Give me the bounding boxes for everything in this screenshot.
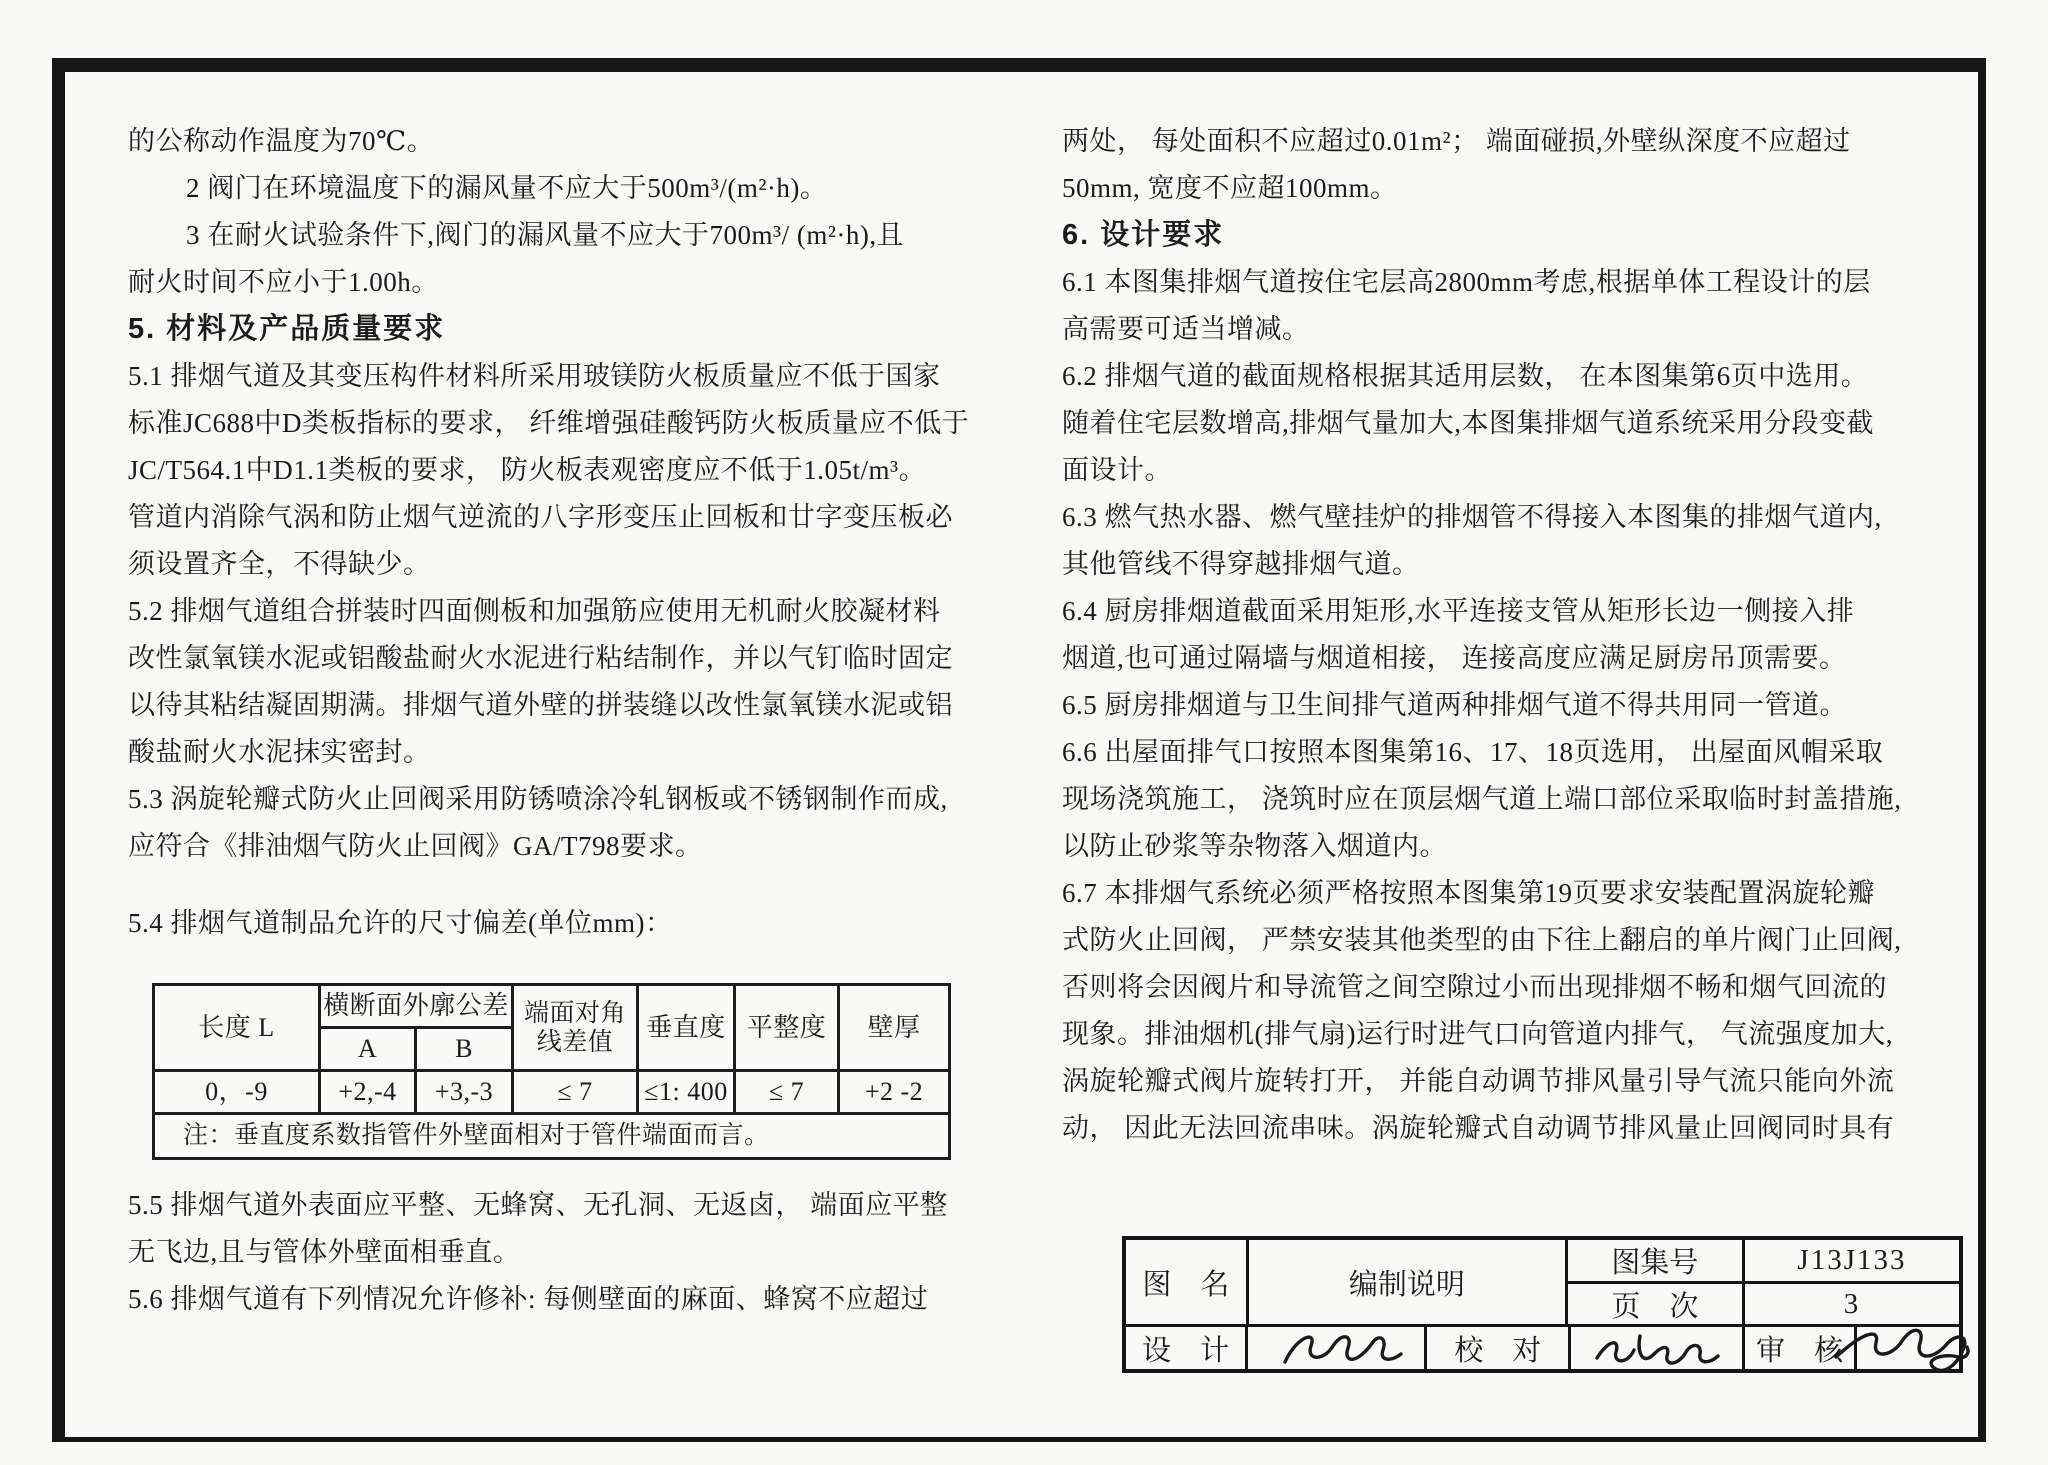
title-block-row-2 xyxy=(1126,1327,1959,1369)
text-line: 5.2 排烟气道组合拼装时四面侧板和加强筋应使用无机耐火胶凝材料 xyxy=(128,596,941,626)
left-column-text xyxy=(128,118,968,870)
value-b: +3,-3 xyxy=(416,1071,513,1114)
text-line: 无飞边,且与管体外壁面相垂直。 xyxy=(128,1237,521,1267)
design-label: 设 计 xyxy=(1126,1327,1248,1369)
value-length: 0，-9 xyxy=(154,1071,320,1114)
figure-name-label: 图 名 xyxy=(1126,1240,1249,1324)
table-caption: 5.4 排烟气道制品允许的尺寸偏差(单位mm)： xyxy=(128,908,673,938)
text-line: 6.3 燃气热水器、燃气壁挂炉的排烟管不得接入本图集的排烟气道内, xyxy=(1062,502,1882,532)
text-line: 现场浇筑施工， 浇筑时应在顶层烟气道上端口部位采取临时封盖措施, xyxy=(1062,784,1902,814)
proof-signature-cell xyxy=(1571,1327,1745,1369)
proof-label: 校 对 xyxy=(1427,1327,1571,1369)
text-line: 6.1 本图集排烟气道按住宅层高2800mm考虑,根据单体工程设计的层 xyxy=(1062,267,1871,297)
right-column xyxy=(1062,118,1902,1152)
review-signature-cell xyxy=(1857,1327,1959,1369)
atlas-no-label: 图集号 xyxy=(1568,1240,1745,1281)
text-line: 2 阀门在环境温度下的漏风量不应大于500m³/(m²·h)。 xyxy=(186,173,828,203)
text-line: 改性氯氧镁水泥或铝酸盐耐火水泥进行粘结制作，并以气钉临时固定 xyxy=(128,643,953,673)
header-wall-thickness: 壁厚 xyxy=(839,985,950,1071)
text-line: 耐火时间不应小于1.00h。 xyxy=(128,267,439,297)
text-line: 高需要可适当增减。 xyxy=(1062,314,1310,344)
atlas-no-row xyxy=(1568,1240,1959,1284)
text-line: 5.3 涡旋轮瓣式防火止回阀采用防锈喷涂冷轧钢板或不锈钢制作而成, xyxy=(128,784,948,814)
header-perpendicularity: 垂直度 xyxy=(638,985,735,1071)
proof-signature xyxy=(1582,1322,1732,1374)
value-flatness: ≤ 7 xyxy=(735,1071,839,1114)
design-signature-cell xyxy=(1248,1327,1427,1369)
review-signature xyxy=(1828,1313,1988,1383)
text-line: 否则将会因阀片和导流管之间空隙过小而出现排烟不畅和烟气回流的 xyxy=(1062,972,1887,1002)
text-line: 6.6 出屋面排气口按照本图集第16、17、18页选用， 出屋面风帽采取 xyxy=(1062,737,1884,767)
text-line: 以待其粘结凝固期满。排烟气道外壁的拼装缝以改性氯氧镁水泥或铝 xyxy=(128,690,953,720)
text-line: 5.1 排烟气道及其变压构件材料所采用玻镁防火板质量应不低于国家 xyxy=(128,361,941,391)
text-line: 动， 因此无法回流串味。涡旋轮瓣式自动调节排风量止回阀同时具有 xyxy=(1062,1113,1895,1143)
page-no-value: 3 xyxy=(1843,1288,1861,1320)
tolerance-table xyxy=(152,983,951,1160)
text-line: 的公称动作温度为70℃。 xyxy=(128,126,435,156)
table-value-row xyxy=(154,1071,950,1114)
left-column xyxy=(128,118,968,1323)
section-heading: 6. 设计要求 xyxy=(1062,219,1225,251)
header-flatness: 平整度 xyxy=(735,985,839,1071)
table-note: 注：垂直度系数指管件外壁面相对于管件端面而言。 xyxy=(154,1114,950,1159)
value-a: +2,-4 xyxy=(320,1071,416,1114)
title-block xyxy=(1122,1236,1963,1373)
text-line: 6.7 本排烟气系统必须严格按照本图集第19页要求安装配置涡旋轮瓣 xyxy=(1062,878,1875,908)
text-line: 酸盐耐火水泥抹实密封。 xyxy=(128,737,431,767)
text-line: 6.2 排烟气道的截面规格根据其适用层数， 在本图集第6页中选用。 xyxy=(1062,361,1869,391)
atlas-page-cells xyxy=(1568,1240,1959,1324)
text-line: 式防火止回阀， 严禁安装其他类型的由下往上翻启的单片阀门止回阀, xyxy=(1062,925,1902,955)
design-signature xyxy=(1261,1322,1411,1374)
text-line: 6.5 厨房排烟道与卫生间排气道两种排烟气道不得共用同一管道。 xyxy=(1062,690,1847,720)
text-line: 现象。排油烟机(排气扇)运行时进气口向管道内排气， 气流强度加大, xyxy=(1062,1019,1893,1049)
text-line: 5.5 排烟气道外表面应平整、无蜂窝、无孔洞、无返卤， 端面应平整 xyxy=(128,1190,948,1220)
text-line: 以防止砂浆等杂物落入烟道内。 xyxy=(1062,831,1447,861)
text-line: JC/T564.1中D1.1类板的要求， 防火板表观密度应不低于1.05t/m³。 xyxy=(128,455,927,485)
text-line: 其他管线不得穿越排烟气道。 xyxy=(1062,549,1420,579)
text-line: 50mm, 宽度不应超100mm。 xyxy=(1062,173,1398,203)
left-column-text-below-table xyxy=(128,1182,968,1323)
table-note-row xyxy=(154,1114,950,1159)
text-line: 须设置齐全，不得缺少。 xyxy=(128,549,431,579)
header-b: B xyxy=(416,1028,513,1071)
value-wall-thickness: +2 -2 xyxy=(839,1071,950,1114)
figure-name-value: 编制说明 xyxy=(1249,1240,1568,1324)
value-perpendicularity: ≤1: 400 xyxy=(638,1071,735,1114)
page-no-label: 页 次 xyxy=(1568,1284,1745,1325)
section-heading: 5. 材料及产品质量要求 xyxy=(128,313,446,345)
text-line: 随着住宅层数增高,排烟气量加大,本图集排烟气道系统采用分段变截 xyxy=(1062,408,1874,438)
table-header-row xyxy=(154,985,950,1028)
text-line: 两处， 每处面积不应超过0.01m²； 端面碰损,外壁纵深度不应超过 xyxy=(1062,126,1851,156)
text-line: 烟道,也可通过隔墙与烟道相接， 连接高度应满足厨房吊顶需要。 xyxy=(1062,643,1847,673)
review-label: 审 核 xyxy=(1745,1327,1856,1369)
value-diagonal: ≤ 7 xyxy=(513,1071,638,1114)
header-cross-section: 横断面外廓公差 xyxy=(320,985,513,1028)
text-line: 管道内消除气涡和防止烟气逆流的八字形变压止回板和廿字变压板必 xyxy=(128,502,953,532)
text-line: 3 在耐火试验条件下,阀门的漏风量不应大于700m³/ (m²·h),且 xyxy=(186,220,905,250)
text-line: 标准JC688中D类板指标的要求， 纤维增强硅酸钙防火板质量应不低于 xyxy=(128,408,970,438)
text-line: 面设计。 xyxy=(1062,455,1172,485)
text-line: 涡旋轮瓣式阀片旋转打开， 并能自动调节排风量引导气流只能向外流 xyxy=(1062,1066,1895,1096)
header-diagonal: 端面对角线差值 xyxy=(513,985,638,1071)
atlas-no-value: J13J133 xyxy=(1797,1244,1907,1276)
text-line: 6.4 厨房排烟道截面采用矩形,水平连接支管从矩形长边一侧接入排 xyxy=(1062,596,1855,626)
text-line: 应符合《排油烟气防火止回阀》GA/T798要求。 xyxy=(128,831,703,861)
header-length: 长度 L xyxy=(154,985,320,1071)
text-line: 5.6 排烟气道有下列情况允许修补: 每侧壁面的麻面、蜂窝不应超过 xyxy=(128,1284,929,1314)
header-a: A xyxy=(320,1028,416,1071)
